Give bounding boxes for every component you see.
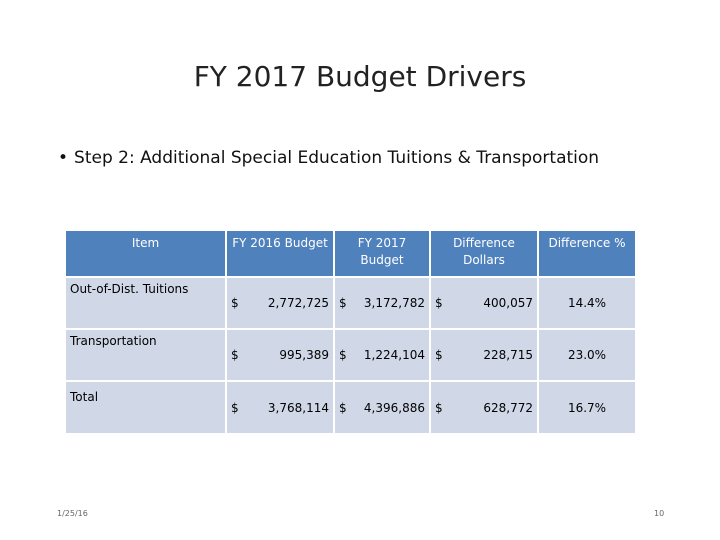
header-difference-percent: Difference %	[538, 231, 636, 277]
page-number: 10	[654, 509, 665, 518]
diff-dollars-value: 228,715	[483, 348, 533, 362]
row-diff-dollars	[430, 329, 538, 381]
bullet-point	[58, 148, 599, 168]
row-fy2017	[334, 381, 430, 433]
header-item: Item	[66, 231, 226, 277]
diff-dollars-value: 400,057	[483, 296, 533, 310]
bullet-dot-icon: •	[58, 148, 69, 168]
row-item: Out-of-Dist. Tuitions	[66, 277, 226, 329]
row-item: Total	[66, 381, 226, 433]
fy2017-value: 1,224,104	[363, 348, 425, 362]
row-diff-dollars	[430, 277, 538, 329]
diff-dollars-value: 628,772	[483, 400, 533, 415]
row-diff-pct: 16.7%	[538, 381, 636, 433]
fy2017-value: 3,172,782	[363, 296, 425, 310]
currency-symbol: $	[231, 296, 239, 310]
fy2016-value: 995,389	[279, 348, 329, 362]
currency-symbol: $	[435, 400, 443, 415]
fy2017-value: 4,396,886	[363, 400, 425, 415]
header-fy2017-budget: FY 2017 Budget	[334, 231, 430, 277]
row-diff-pct: 14.4%	[538, 277, 636, 329]
row-diff-pct: 23.0%	[538, 329, 636, 381]
header-difference-dollars: Difference Dollars	[430, 231, 538, 277]
budget-table	[66, 231, 637, 433]
currency-symbol: $	[231, 400, 239, 415]
currency-symbol: $	[231, 348, 239, 362]
fy2016-value: 3,768,114	[267, 400, 329, 415]
row-fy2016	[226, 329, 334, 381]
row-fy2016	[226, 277, 334, 329]
currency-symbol: $	[435, 348, 443, 362]
bullet-text: Step 2: Additional Special Education Tuitions & Transportation	[74, 148, 600, 168]
table-row	[66, 277, 636, 329]
row-fy2017	[334, 277, 430, 329]
fy2016-value: 2,772,725	[267, 296, 329, 310]
footer-date: 1/25/16	[57, 509, 88, 518]
currency-symbol: $	[339, 400, 347, 415]
row-fy2016	[226, 381, 334, 433]
slide-title: FY 2017 Budget Drivers	[193, 60, 527, 93]
currency-symbol: $	[339, 348, 347, 362]
header-fy2016-budget: FY 2016 Budget	[226, 231, 334, 277]
row-diff-dollars	[430, 381, 538, 433]
row-item: Transportation	[66, 329, 226, 381]
row-fy2017	[334, 329, 430, 381]
currency-symbol: $	[435, 296, 443, 310]
table-row	[66, 329, 636, 381]
table-header-row	[66, 231, 636, 277]
currency-symbol: $	[339, 296, 347, 310]
table-row	[66, 381, 636, 433]
